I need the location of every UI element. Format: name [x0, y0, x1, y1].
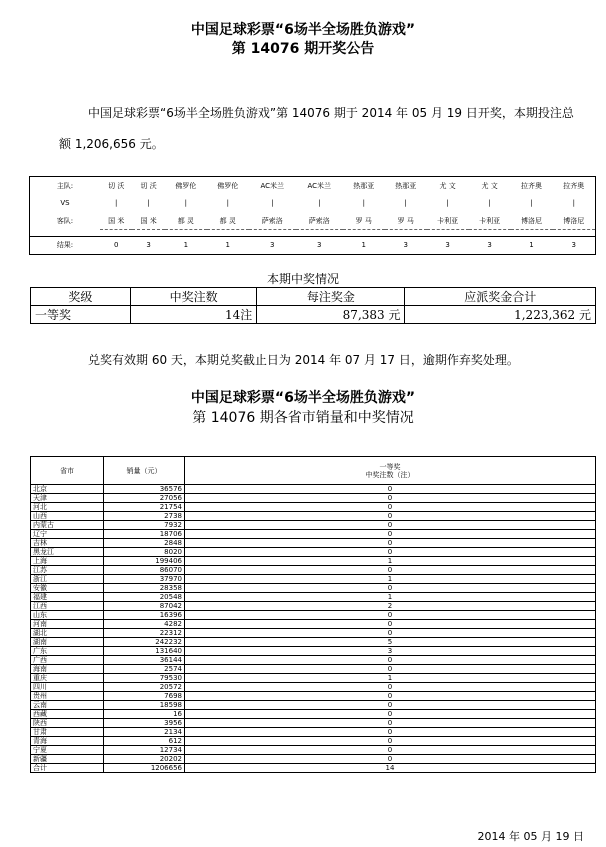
away-team-2: 国 米 — [132, 212, 164, 230]
province-sales: 21754 — [104, 503, 185, 512]
province-row — [31, 692, 596, 701]
vs-separator-1: | — [115, 199, 118, 208]
vs-row — [30, 194, 596, 211]
result-value-1: 0 — [113, 241, 119, 250]
away-row — [30, 212, 596, 230]
intro-line-1: 中国足球彩票“6场半全场胜负游戏”第 14076 期于 2014 年 05 月 19 日开奖，本期投注总 — [88, 106, 574, 120]
province-name: 浙江 — [31, 575, 104, 584]
province-row — [31, 539, 596, 548]
province-row — [31, 728, 596, 737]
province-sales: 16396 — [104, 611, 185, 620]
province-row — [31, 647, 596, 656]
province-name: 山东 — [31, 611, 104, 620]
prize-table — [30, 287, 596, 324]
province-row — [31, 656, 596, 665]
home-team-6: AC米兰 — [307, 181, 332, 190]
province-row — [31, 683, 596, 692]
claim-notice: 兑奖有效期 60 天，本期兑奖截止日为 2014 年 07 月 17 日，逾期作弃奖处理。 — [88, 353, 519, 367]
province-sales: 2134 — [104, 728, 185, 737]
away-team-4: 都 灵 — [207, 212, 249, 230]
province-sales: 22312 — [104, 629, 185, 638]
province-row — [31, 593, 596, 602]
home-label: 主队: — [56, 181, 74, 190]
province-name: 陕西 — [31, 719, 104, 728]
announcement-subtitle: 第 14076 期开奖公告 — [231, 41, 375, 57]
vs-separator-6: | — [318, 199, 321, 208]
province-row — [31, 701, 596, 710]
result-value-12: 3 — [571, 241, 576, 250]
province-sales: 20548 — [104, 593, 185, 602]
away-team-11: 博洛尼 — [511, 212, 553, 230]
away-team-1: 国 米 — [100, 212, 132, 230]
province-sales: 18598 — [104, 701, 185, 710]
province-winners: 0 — [185, 548, 596, 557]
result-value-10: 3 — [487, 241, 492, 250]
prize-col-total: 应派奖金合计 — [405, 288, 596, 306]
vs-separator-8: | — [404, 199, 407, 208]
province-sales: 87042 — [104, 602, 185, 611]
result-row — [30, 236, 596, 255]
province-winners: 0 — [185, 494, 596, 503]
province-row — [31, 602, 596, 611]
province-row — [31, 638, 596, 647]
province-sales: 28358 — [104, 584, 185, 593]
prize-section-title: 本期中奖情况 — [266, 272, 339, 286]
away-team-8: 罗 马 — [385, 212, 427, 230]
province-row — [31, 584, 596, 593]
home-team-1: 切 沃 — [108, 181, 125, 190]
province-sales: 20572 — [104, 683, 185, 692]
province-winners: 0 — [185, 683, 596, 692]
province-winners: 0 — [185, 485, 596, 494]
home-team-12: 拉齐奥 — [563, 181, 585, 190]
result-value-6: 3 — [317, 241, 322, 250]
province-row — [31, 530, 596, 539]
province-name: 福建 — [31, 593, 104, 602]
col-province: 省市 — [31, 457, 104, 485]
province-sales: 37970 — [104, 575, 185, 584]
province-winners: 0 — [185, 584, 596, 593]
province-subtitle: 第 14076 期各省市销量和中奖情况 — [192, 410, 414, 426]
province-sales: 20202 — [104, 755, 185, 764]
province-sales: 131640 — [104, 647, 185, 656]
province-winners: 0 — [185, 710, 596, 719]
province-name: 山西 — [31, 512, 104, 521]
province-row — [31, 611, 596, 620]
province-name: 重庆 — [31, 674, 104, 683]
province-winners: 0 — [185, 746, 596, 755]
prize-col-level: 奖级 — [31, 288, 131, 306]
province-row — [31, 521, 596, 530]
province-sales: 16 — [104, 710, 185, 719]
result-value-3: 1 — [183, 241, 189, 250]
result-value-2: 3 — [146, 241, 151, 250]
home-team-7: 热那亚 — [353, 181, 375, 190]
province-winners: 0 — [185, 629, 596, 638]
vs-separator-10: | — [488, 199, 491, 208]
province-winners: 1 — [185, 575, 596, 584]
province-winners: 0 — [185, 737, 596, 746]
vs-separator-9: | — [446, 199, 449, 208]
province-table — [30, 456, 596, 773]
province-row — [31, 764, 596, 773]
province-name: 河南 — [31, 620, 104, 629]
vs-separator-4: | — [226, 199, 229, 208]
col-sales: 销量（元） — [104, 457, 185, 485]
away-team-3: 都 灵 — [165, 212, 207, 230]
province-winners: 14 — [185, 764, 596, 773]
province-name: 甘肃 — [31, 728, 104, 737]
province-row — [31, 494, 596, 503]
province-sales: 36576 — [104, 485, 185, 494]
province-sales: 86070 — [104, 566, 185, 575]
province-winners: 0 — [185, 503, 596, 512]
province-sales: 7698 — [104, 692, 185, 701]
home-team-10: 尤 文 — [481, 181, 498, 190]
province-winners: 5 — [185, 638, 596, 647]
province-row — [31, 746, 596, 755]
prize-cell-level: 一等奖 — [31, 306, 131, 324]
home-team-11: 拉齐奥 — [521, 181, 543, 190]
province-name: 海南 — [31, 665, 104, 674]
away-team-5: 萨索洛 — [249, 212, 296, 230]
province-sales: 242232 — [104, 638, 185, 647]
province-name: 新疆 — [31, 755, 104, 764]
province-winners: 2 — [185, 602, 596, 611]
province-row — [31, 665, 596, 674]
away-team-6: 萨索洛 — [296, 212, 343, 230]
province-name: 吉林 — [31, 539, 104, 548]
province-winners: 3 — [185, 647, 596, 656]
province-winners: 0 — [185, 701, 596, 710]
province-name: 四川 — [31, 683, 104, 692]
result-label: 结果: — [56, 241, 74, 250]
province-winners: 0 — [185, 728, 596, 737]
province-row — [31, 620, 596, 629]
province-winners: 0 — [185, 566, 596, 575]
home-team-8: 热那亚 — [395, 181, 417, 190]
home-team-9: 尤 文 — [439, 181, 456, 190]
prize-header-row — [31, 288, 596, 306]
province-winners: 0 — [185, 656, 596, 665]
province-row — [31, 674, 596, 683]
province-winners: 0 — [185, 719, 596, 728]
province-sales: 3956 — [104, 719, 185, 728]
province-name: 西藏 — [31, 710, 104, 719]
province-name: 广西 — [31, 656, 104, 665]
province-winners: 0 — [185, 620, 596, 629]
province-winners: 1 — [185, 557, 596, 566]
province-row — [31, 503, 596, 512]
province-name: 青海 — [31, 737, 104, 746]
province-winners: 0 — [185, 530, 596, 539]
province-winners: 0 — [185, 521, 596, 530]
home-team-5: AC米兰 — [260, 181, 285, 190]
away-team-9: 卡利亚 — [427, 212, 469, 230]
prize-col-unit: 每注奖金 — [257, 288, 405, 306]
province-row — [31, 755, 596, 764]
province-name: 宁夏 — [31, 746, 104, 755]
province-sales: 199406 — [104, 557, 185, 566]
province-row — [31, 629, 596, 638]
province-winners: 0 — [185, 539, 596, 548]
intro-line-2: 额 1,206,656 元。 — [59, 137, 164, 151]
province-sales: 18706 — [104, 530, 185, 539]
province-sales: 12734 — [104, 746, 185, 755]
prize-row — [31, 306, 596, 324]
vs-label: VS — [60, 199, 70, 208]
province-name: 湖南 — [31, 638, 104, 647]
prize-cell-total: 1,223,362 元 — [405, 306, 596, 324]
province-name: 辽宁 — [31, 530, 104, 539]
province-name: 广东 — [31, 647, 104, 656]
province-sales: 1206656 — [104, 764, 185, 773]
province-row — [31, 575, 596, 584]
province-winners: 0 — [185, 611, 596, 620]
province-name: 河北 — [31, 503, 104, 512]
province-sales: 27056 — [104, 494, 185, 503]
vs-separator-7: | — [362, 199, 365, 208]
result-value-8: 3 — [403, 241, 408, 250]
province-winners: 1 — [185, 674, 596, 683]
result-value-4: 1 — [225, 241, 230, 250]
province-row — [31, 512, 596, 521]
province-row — [31, 548, 596, 557]
vs-separator-5: | — [271, 199, 274, 208]
col-first-prize-line1: 一等奖 — [379, 462, 401, 471]
col-first-prize — [185, 457, 596, 485]
province-name: 天津 — [31, 494, 104, 503]
province-row — [31, 710, 596, 719]
province-sales: 612 — [104, 737, 185, 746]
province-name: 江苏 — [31, 566, 104, 575]
province-row — [31, 737, 596, 746]
province-sales: 79530 — [104, 674, 185, 683]
province-sales: 36144 — [104, 656, 185, 665]
province-name: 上海 — [31, 557, 104, 566]
result-value-5: 3 — [270, 241, 275, 250]
away-team-10: 卡利亚 — [469, 212, 511, 230]
vs-separator-11: | — [530, 199, 533, 208]
home-team-3: 佛罗伦 — [175, 181, 197, 190]
province-header-row — [31, 457, 596, 485]
province-winners: 1 — [185, 593, 596, 602]
province-sales: 4282 — [104, 620, 185, 629]
away-label: 客队: — [56, 216, 74, 225]
away-team-12: 博洛尼 — [553, 212, 596, 230]
result-value-9: 3 — [445, 241, 450, 250]
home-team-4: 佛罗伦 — [217, 181, 239, 190]
vs-separator-3: | — [184, 199, 187, 208]
province-name: 黑龙江 — [31, 548, 104, 557]
province-sales: 2574 — [104, 665, 185, 674]
province-name: 云南 — [31, 701, 104, 710]
province-winners: 0 — [185, 692, 596, 701]
province-sales: 2848 — [104, 539, 185, 548]
province-sales: 2738 — [104, 512, 185, 521]
province-name: 江西 — [31, 602, 104, 611]
province-name: 内蒙古 — [31, 521, 104, 530]
province-row — [31, 485, 596, 494]
province-row — [31, 566, 596, 575]
result-value-11: 1 — [529, 241, 534, 250]
away-team-7: 罗 马 — [343, 212, 385, 230]
prize-cell-unit: 87,383 元 — [257, 306, 405, 324]
province-winners: 0 — [185, 512, 596, 521]
prize-col-count: 中奖注数 — [130, 288, 256, 306]
vs-separator-2: | — [147, 199, 150, 208]
vs-separator-12: | — [572, 199, 575, 208]
province-sales: 7932 — [104, 521, 185, 530]
province-row — [31, 557, 596, 566]
province-name: 合计 — [31, 764, 104, 773]
province-sales: 8020 — [104, 548, 185, 557]
result-value-7: 1 — [361, 241, 367, 250]
province-title: 中国足球彩票“6场半全场胜负游戏” — [190, 390, 416, 406]
province-name: 贵州 — [31, 692, 104, 701]
prize-cell-count: 14注 — [130, 306, 256, 324]
province-winners: 0 — [185, 665, 596, 674]
province-name: 湖北 — [31, 629, 104, 638]
province-name: 北京 — [31, 485, 104, 494]
match-table — [29, 176, 596, 255]
province-winners: 0 — [185, 755, 596, 764]
col-first-prize-line2: 中奖注数（注） — [365, 470, 415, 479]
province-name: 安徽 — [31, 584, 104, 593]
province-row — [31, 719, 596, 728]
home-team-2: 切 沃 — [140, 181, 157, 190]
footer-date: 2014 年 05 月 19 日 — [477, 830, 584, 843]
announcement-title: 中国足球彩票“6场半全场胜负游戏” — [190, 22, 416, 38]
home-row — [30, 177, 596, 195]
